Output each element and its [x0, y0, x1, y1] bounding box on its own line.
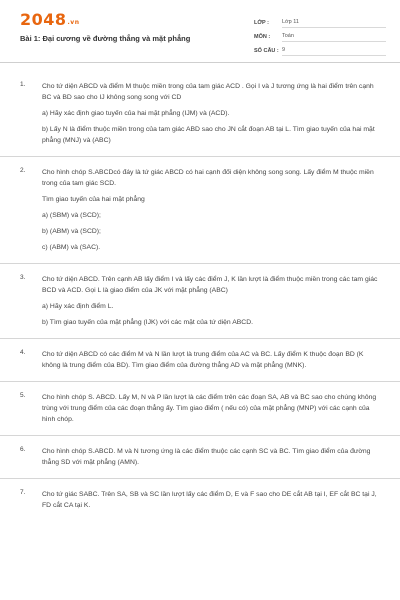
meta-info	[254, 14, 386, 56]
lesson-title: Bài 1: Đại cương về đường thẳng và mặt phẳng	[20, 34, 191, 43]
meta-row-count	[254, 42, 386, 56]
question-subpart: a) Hãy xác định điểm L.	[42, 303, 114, 310]
question-text: Cho hình chóp S.ABCDcó đáy là tứ giác ABCD có hai cạnh đối diện không song song. Lấy điểm M thuộc miền trong của tam giác SCD.	[42, 169, 374, 187]
question-text: Tìm giao tuyến của hai mặt phẳng	[42, 196, 145, 203]
question-text: Cho tứ diện ABCD có các điểm M và N lần lượt là trung điểm của AC và BC. Lấy điểm K thuộc đoạn BD (K không là trung điểm của BD). Tìm giao điểm của đường thẳng AD và mặt phẳng (MNK).	[42, 351, 364, 369]
question-number: 5.	[20, 392, 26, 399]
question-item	[0, 436, 400, 479]
question-item	[0, 264, 400, 339]
question-text: Cho hình chóp S. ABCD. Lấy M, N và P lần lượt là các điểm trên các đoạn SA, AB và BC sao cho chúng không trùng với trung điểm của các đoạn thẳng ấy. Tìm giao điểm ( nếu có) của mặt phẳng (MNP) với các cạnh của hình chóp.	[42, 394, 377, 423]
question-number: 7.	[20, 489, 26, 496]
meta-value: 9	[282, 47, 386, 56]
worksheet-header	[0, 0, 400, 63]
question-item	[0, 479, 400, 521]
question-subpart: b) (ABM) và (SCD);	[42, 228, 101, 235]
meta-value: Lớp 11	[282, 19, 386, 28]
question-number: 4.	[20, 349, 26, 356]
question-subpart: b) Tìm giao tuyến của mặt phẳng (IJK) với các mặt của tứ diện ABCD.	[42, 319, 253, 326]
question-item	[0, 71, 400, 157]
question-number: 3.	[20, 274, 26, 281]
meta-label: LỚP :	[254, 20, 269, 26]
question-item	[0, 382, 400, 436]
meta-value: Toán	[282, 33, 386, 42]
question-item	[0, 157, 400, 264]
meta-row-subject	[254, 28, 386, 42]
question-subpart: c) (ABM) và (SAC).	[42, 244, 101, 251]
logo-text: 2048	[20, 10, 67, 29]
question-number: 2.	[20, 167, 26, 174]
question-subpart: b) Lấy N là điểm thuộc miền trong của tam giác ABD sao cho JN cắt đoạn AB tại L. Tìm giao tuyến của hai mặt phẳng (MNJ) và (ABC)	[42, 126, 375, 144]
question-text: Cho tứ diện ABCD và điểm M thuộc miền trong của tam giác ACD . Gọi I và J tương ứng là hai điểm trên cạnh BC và BD sao cho IJ không song song với CD	[42, 83, 374, 101]
question-subpart: a) (SBM) và (SCD);	[42, 212, 101, 219]
logo-suffix: .vn	[67, 19, 80, 26]
meta-label: MÔN :	[254, 34, 271, 40]
question-number: 1.	[20, 81, 26, 88]
question-text: Cho tứ diện ABCD. Trên cạnh AB lấy điểm I và lấy các điểm J, K lần lượt là điểm thuộc miền trong các tam giác BCD và ACD. Gọi L là giao điểm của JK với mặt phẳng (ABC)	[42, 276, 378, 294]
question-text: Cho hình chóp S.ABCD. M và N tương ứng là các điểm thuộc các cạnh SC và BC. Tìm giao điểm của đường thẳng SD với mặt phẳng (AMN).	[42, 448, 371, 466]
question-number: 6.	[20, 446, 26, 453]
question-list	[0, 63, 400, 521]
meta-label: SỐ CÂU :	[254, 48, 279, 54]
meta-row-class	[254, 14, 386, 28]
question-item	[0, 339, 400, 382]
site-logo[interactable]	[20, 10, 80, 29]
question-subpart: a) Hãy xác định giao tuyến của hai mặt phẳng (IJM) và (ACD).	[42, 110, 230, 117]
question-text: Cho tứ giác SABC. Trên SA, SB và SC lần lượt lấy các điểm D, E và F sao cho DE cắt AB tại I, EF cắt BC tại J, FD cắt CA tại K.	[42, 491, 377, 509]
